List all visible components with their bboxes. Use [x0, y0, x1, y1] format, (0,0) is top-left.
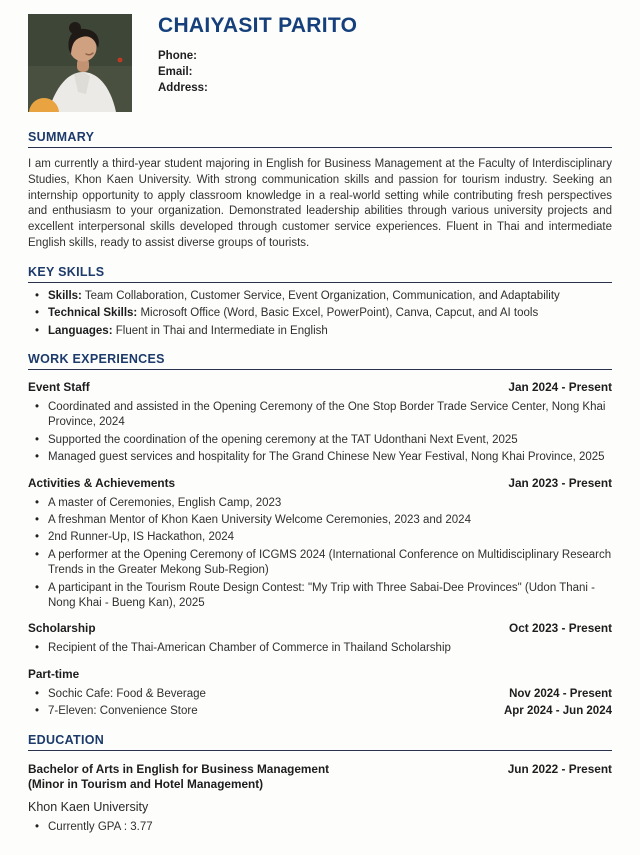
skill-text: Microsoft Office (Word, Basic Excel, PowerPoint), Canva, Capcut, and AI tools [137, 307, 539, 320]
skill-label: Languages: [48, 324, 113, 337]
job-date: Nov 2024 - Present [509, 687, 612, 700]
part-time-jobs [28, 687, 612, 720]
skill-label: Technical Skills: [48, 307, 138, 320]
bullet-item: • Coordinated and assisted in the Opening Ceremony of the One Stop Border Trade Service Center, Nong Khai Province, 2024 [28, 400, 612, 431]
entry-title: Part-time [28, 666, 80, 681]
section-education [28, 733, 612, 835]
bullet-item: • A master of Ceremonies, English Camp, 2023 [28, 496, 612, 511]
key-skills-list [28, 289, 612, 339]
education-bullets [28, 820, 612, 835]
entry-header-event-staff [28, 380, 612, 394]
section-key-skills [28, 265, 612, 339]
bullet-item: • A performer at the Opening Ceremony of ICGMS 2024 (International Conference on Multidisciplinary Research Trends in the Greater Mekong Sub-Region) [28, 548, 612, 579]
entry-header-activities [28, 476, 612, 490]
entry-header-part-time [28, 667, 612, 681]
entry-title: Scholarship [28, 621, 96, 636]
skill-text: Team Collaboration, Customer Service, Event Organization, Communication, and Adaptability [81, 289, 560, 302]
bullet-item: • A participant in the Tourism Route Design Contest: "My Trip with Three Sabai-Dee Provinces" (Udon Thani - Nong Khai - Bueng Kan), 2025 [28, 581, 612, 612]
education-date: Jun 2022 - Present [507, 761, 612, 776]
contact-row-email [158, 64, 612, 80]
job-item [28, 704, 612, 719]
phone-label: Phone: [158, 50, 197, 62]
work-experiences-heading: WORK EXPERIENCES [28, 352, 612, 370]
job-item [28, 687, 612, 702]
address-label: Address: [158, 82, 208, 94]
entry-date: Jan 2024 - Present [508, 380, 612, 394]
entry-title: Activities & Achievements [28, 475, 176, 490]
degree-block [28, 762, 329, 793]
skill-item [28, 306, 612, 321]
skill-label: Skills: [48, 289, 82, 302]
section-summary [28, 130, 612, 252]
entry-date: Oct 2023 - Present [509, 621, 612, 636]
bullet-item: • Managed guest services and hospitality for The Grand Chinese New Year Festival, Nong Khai Province, 2025 [28, 450, 612, 465]
header-text [158, 12, 612, 120]
job-text: • 7-Eleven: Convenience Store [48, 705, 198, 718]
entry-header-scholarship [28, 621, 612, 635]
person-name: CHAIYASIT PARITO [158, 14, 358, 37]
entry-bullets [28, 496, 612, 612]
job-text: • Sochic Cafe: Food & Beverage [48, 687, 206, 700]
bullet-item: • Currently GPA : 3.77 [28, 820, 612, 835]
section-work-experiences [28, 352, 612, 720]
profile-photo [28, 14, 132, 112]
summary-heading: SUMMARY [28, 130, 612, 148]
bullet-item: • A freshman Mentor of Khon Kaen University Welcome Ceremonies, 2023 and 2024 [28, 513, 612, 528]
bullet-item: • 2nd Runner-Up, IS Hackathon, 2024 [28, 530, 612, 545]
education-heading: EDUCATION [28, 733, 612, 751]
header [28, 12, 612, 120]
contact-row-address [158, 80, 612, 96]
key-skills-heading: KEY SKILLS [28, 265, 612, 283]
education-entry-header [28, 762, 612, 793]
entry-title: Event Staff [28, 380, 90, 394]
contact-row-phone [158, 48, 612, 64]
entry-bullets [28, 641, 612, 656]
skill-text: Fluent in Thai and Intermediate in English [112, 324, 328, 337]
entry-bullets [28, 400, 612, 466]
entry-date: Jan 2023 - Present [508, 475, 612, 490]
job-date: Apr 2024 - Jun 2024 [503, 705, 612, 718]
contact-block [158, 48, 612, 96]
bullet-item: • Supported the coordination of the opening ceremony at the TAT Udonthani Next Event, 2025 [28, 433, 612, 448]
skill-item [28, 324, 612, 339]
degree-title: Bachelor of Arts in English for Business Management [28, 761, 330, 776]
bullet-item: • Recipient of the Thai-American Chamber of Commerce in Thailand Scholarship [28, 641, 612, 656]
degree-minor: (Minor in Tourism and Hotel Management) [28, 777, 264, 792]
school-name: Khon Kaen University [28, 799, 149, 814]
email-label: Email: [158, 66, 193, 78]
skill-item [28, 289, 612, 304]
portrait-image [28, 14, 132, 112]
summary-text: I am currently a third-year student majoring in English for Business Management at the Faculty of Interdisciplinary Studies, Khon Kaen University. With strong communication skills and passion for tourism industry. Seeking an internship opportunity to apply classroom knowledge in a real-world setting while contributing fresh perspectives and enthusiasm to your organization. Demonstrated leadership abilities through various university projects and excellent interpersonal skills developed through customer service experiences. Fluent in Thai and intermediate English skills, ready to assist diverse groups of tourists. [28, 158, 612, 249]
